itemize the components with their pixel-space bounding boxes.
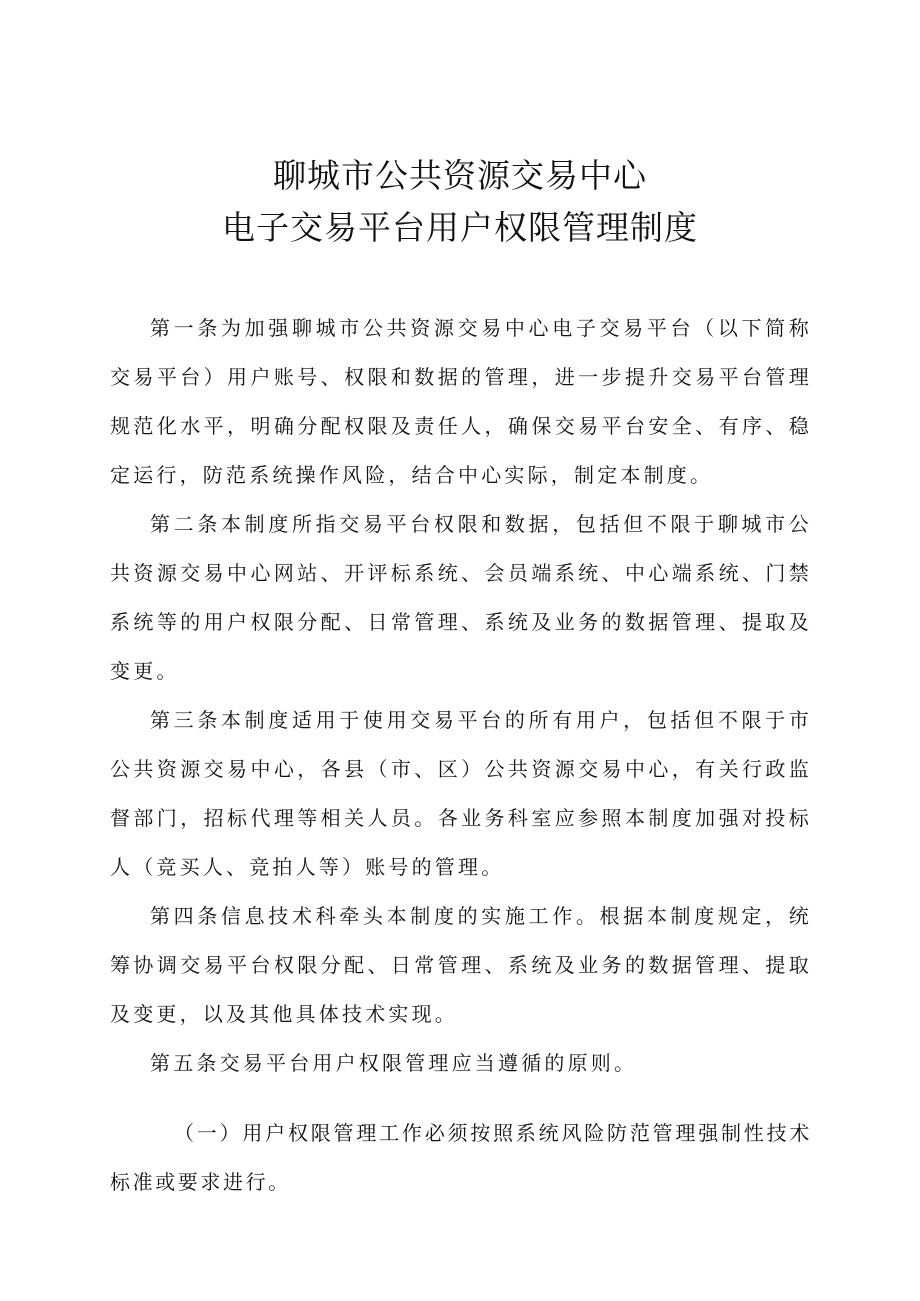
document-title-line-2: 电子交易平台用户权限管理制度 [222, 208, 698, 247]
article-1-paragraph: 第一条为加强聊城市公共资源交易中心电子交易平台（以下简称交易平台）用户账号、权限和数据的管理，进一步提升交易平台管理规范化水平，明确分配权限及责任人，确保交易平台安全、有序、稳定运行，防范系统操作风险，结合中心实际，制定本制度。 [110, 316, 812, 487]
article-4-paragraph: 第四条信息技术科牵头本制度的实施工作。根据本制度规定，统筹协调交易平台权限分配、日常管理、系统及业务的数据管理、提取及变更，以及其他具体技术实现。 [110, 904, 812, 1026]
document-body [110, 304, 812, 1207]
article-5-paragraph: 第五条交易平台用户权限管理应当遵循的原则。 [150, 1051, 638, 1075]
article-2-paragraph: 第二条本制度所指交易平台权限和数据，包括但不限于聊城市公共资源交易中心网站、开评标系统、会员端系统、中心端系统、门禁系统等的用户权限分配、日常管理、系统及业务的数据管理、提取及变更。 [110, 512, 812, 683]
article-3-paragraph: 第三条本制度适用于使用交易平台的所有用户，包括但不限于市公共资源交易中心，各县（市、区）公共资源交易中心，有关行政监督部门，招标代理等相关人员。各业务科室应参照本制度加强对投标人（竞买人、竞拍人等）账号的管理。 [110, 708, 812, 879]
document-title-line-1: 聊城市公共资源交易中心 [273, 156, 647, 195]
article-5-sub-item-1: （一）用户权限管理工作必须按照系统风险防范管理强制性技术标准或要求进行。 [110, 1121, 812, 1194]
